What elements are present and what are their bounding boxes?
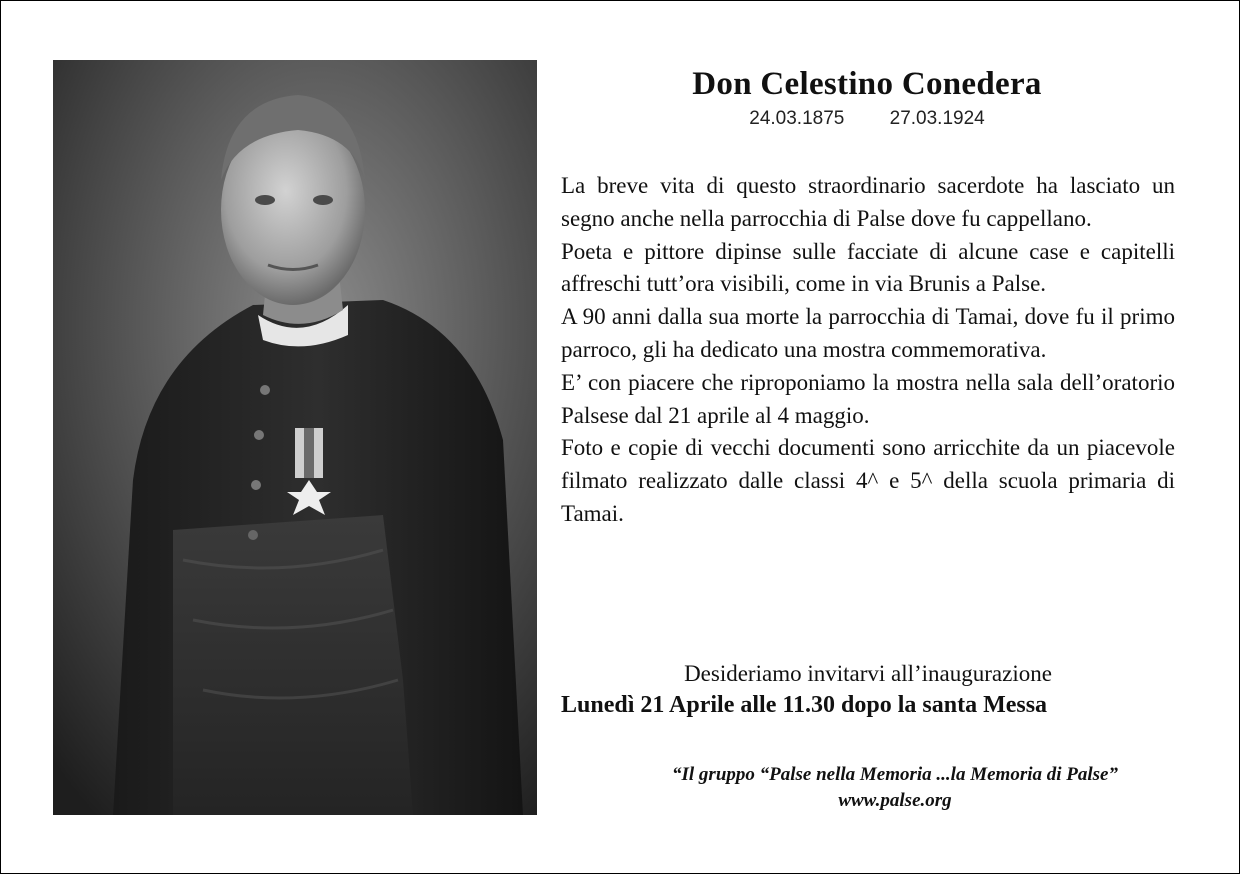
footer: [600, 762, 1190, 814]
body-text: [561, 170, 1175, 531]
paragraph: La breve vita di questo straordinario sacerdote ha lasciato un segno anche nella parrocchia di Palse dove fu cappellano.: [561, 173, 1175, 231]
birth-date: 24.03.1875: [749, 108, 845, 129]
paragraph: A 90 anni dalla sua morte la parrocchia di Tamai, dove fu il primo parroco, gli ha dedicato una mostra commemorativa.: [561, 304, 1175, 362]
death-date: 27.03.1924: [889, 108, 985, 129]
paragraph: Poeta e pittore dipinse sulle facciate di alcune case e capitelli affreschi tutt’ora visibili, come in via Brunis a Palse.: [561, 238, 1175, 297]
portrait-photo: [53, 60, 537, 815]
website-link[interactable]: www.palse.org: [838, 790, 952, 811]
page-title: Don Celestino Conedera: [692, 66, 1042, 102]
life-dates: [560, 108, 1174, 130]
paragraph: Foto e copie di vecchi documenti sono arricchite da un piacevole filmato realizzato dalle classi 4^ e 5^ della scuola primaria di Tamai.: [561, 435, 1175, 526]
event-date-line: Lunedì 21 Aprile alle 11.30 dopo la santa Messa: [561, 692, 1048, 718]
group-signature: “Il gruppo “Palse nella Memoria ...la Memoria di Palse”: [672, 764, 1118, 785]
invitation-text: Desideriamo invitarvi all’inaugurazione: [684, 661, 1052, 686]
paragraph: E’ con piacere che riproponiamo la mostra nella sala dell’oratorio Palsese dal 21 aprile al 4 maggio.: [561, 369, 1175, 428]
